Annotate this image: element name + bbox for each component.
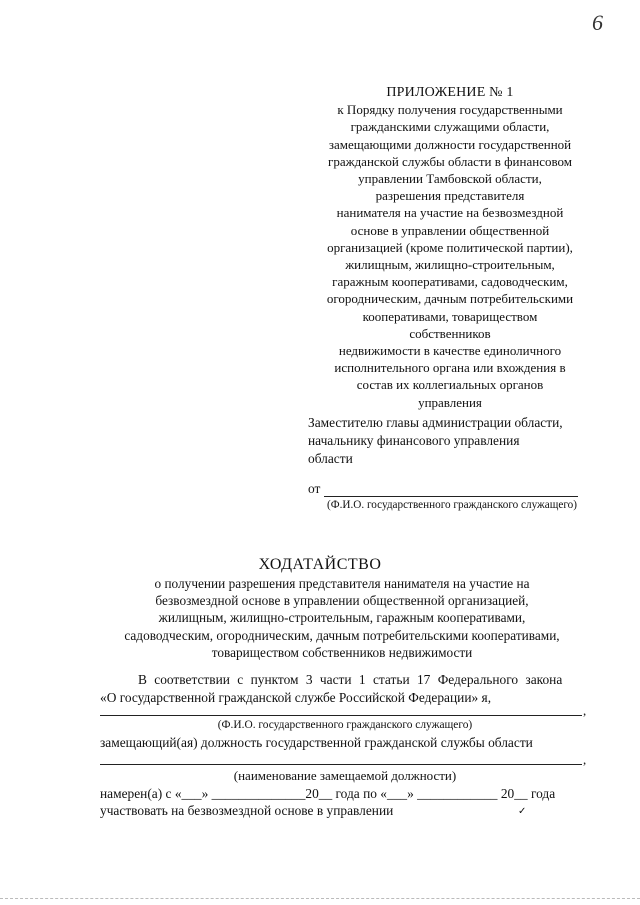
body-line-5: участвовать на безвозмездной основе в управлении bbox=[100, 803, 394, 818]
mark-tick: ✓ bbox=[518, 806, 527, 817]
fio-comma: , bbox=[583, 703, 587, 718]
appendix-line: недвижимости в качестве единоличного bbox=[338, 343, 562, 359]
position-comma: , bbox=[583, 752, 587, 767]
position-caption: (наименование замещаемой должности) bbox=[233, 768, 457, 783]
petition-subtitle-line: о получении разрешения представителя нанимателя на участие на bbox=[154, 576, 530, 591]
petition-title: ХОДАТАЙСТВО bbox=[258, 556, 382, 573]
page-bottom-edge bbox=[0, 896, 640, 899]
from-row bbox=[308, 481, 578, 497]
appendix-line: гражданскими служащими области, bbox=[350, 119, 550, 135]
appendix-line: кооперативами, товариществом bbox=[362, 308, 538, 324]
body-line-3: замещающий(ая) должность государственной гражданской службы области bbox=[100, 735, 533, 750]
appendix-line: основе в управлении общественной bbox=[350, 222, 550, 238]
petition-subtitle-line: товариществом собственников недвижимости bbox=[211, 644, 473, 660]
appendix-line: жилищным, жилищно-строительным, bbox=[345, 257, 555, 273]
appendix-title: ПРИЛОЖЕНИЕ № 1 bbox=[386, 85, 514, 100]
addressee-line: области bbox=[308, 451, 353, 466]
appendix-line: гражданской службы области в финансовом bbox=[327, 153, 572, 169]
appendix-line: управлении Тамбовской области, bbox=[358, 171, 542, 187]
appendix-line: управления bbox=[418, 394, 482, 410]
fio-caption: (Ф.И.О. государственного гражданского служащего) bbox=[217, 719, 473, 731]
appendix-line: организацией (кроме политической партии), bbox=[327, 239, 573, 255]
body-line-1: В соответствии с пунктом 3 части 1 статьи 17 Федерального закона bbox=[138, 672, 563, 687]
appendix-line: огородническим, дачным потребительскими bbox=[326, 291, 574, 307]
appendix-line: к Порядку получения государственными bbox=[337, 102, 563, 118]
page-number: 6 bbox=[592, 10, 603, 35]
petition-subtitle bbox=[92, 575, 592, 661]
petition-subtitle-line: садоводческим, огородническим, дачным потребительскими кооперативами, bbox=[124, 627, 560, 643]
appendix-block bbox=[300, 84, 600, 411]
addressee-block bbox=[308, 414, 600, 468]
position-fill-line[interactable] bbox=[100, 764, 582, 765]
appendix-line: разрешения представителя bbox=[375, 188, 525, 204]
from-label: от bbox=[308, 481, 321, 496]
fio-fill-line[interactable] bbox=[100, 715, 582, 716]
from-caption: (Ф.И.О. государственного гражданского служащего) bbox=[327, 499, 577, 511]
appendix-line: состав их коллегиальных органов bbox=[356, 377, 544, 393]
petition-subtitle-line: безвозмездной основе в управлении общественной организацией, bbox=[155, 593, 529, 609]
from-fill-line[interactable] bbox=[324, 483, 578, 497]
appendix-line: гаражным кооперативами, садоводческим, bbox=[332, 274, 568, 290]
appendix-line: замещающими должности государственной bbox=[328, 136, 572, 152]
body-paragraph bbox=[100, 672, 590, 706]
appendix-line: собственников bbox=[409, 325, 491, 341]
appendix-line: нанимателя на участие на безвозмездной bbox=[336, 205, 564, 221]
addressee-line: Заместителю главы администрации области, bbox=[308, 415, 563, 430]
appendix-line: исполнительного органа или вхождения в bbox=[334, 360, 566, 376]
date-line[interactable]: намерен(а) с «___» ______________20__ года по «___» ____________ 20__ года bbox=[100, 786, 556, 801]
body-line-2: «О государственной гражданской службе Российской Федерации» я, bbox=[100, 690, 492, 705]
petition-subtitle-line: жилищным, жилищно-строительным, гаражным кооперативами, bbox=[158, 610, 526, 626]
addressee-line: начальнику финансового управления bbox=[308, 433, 520, 448]
